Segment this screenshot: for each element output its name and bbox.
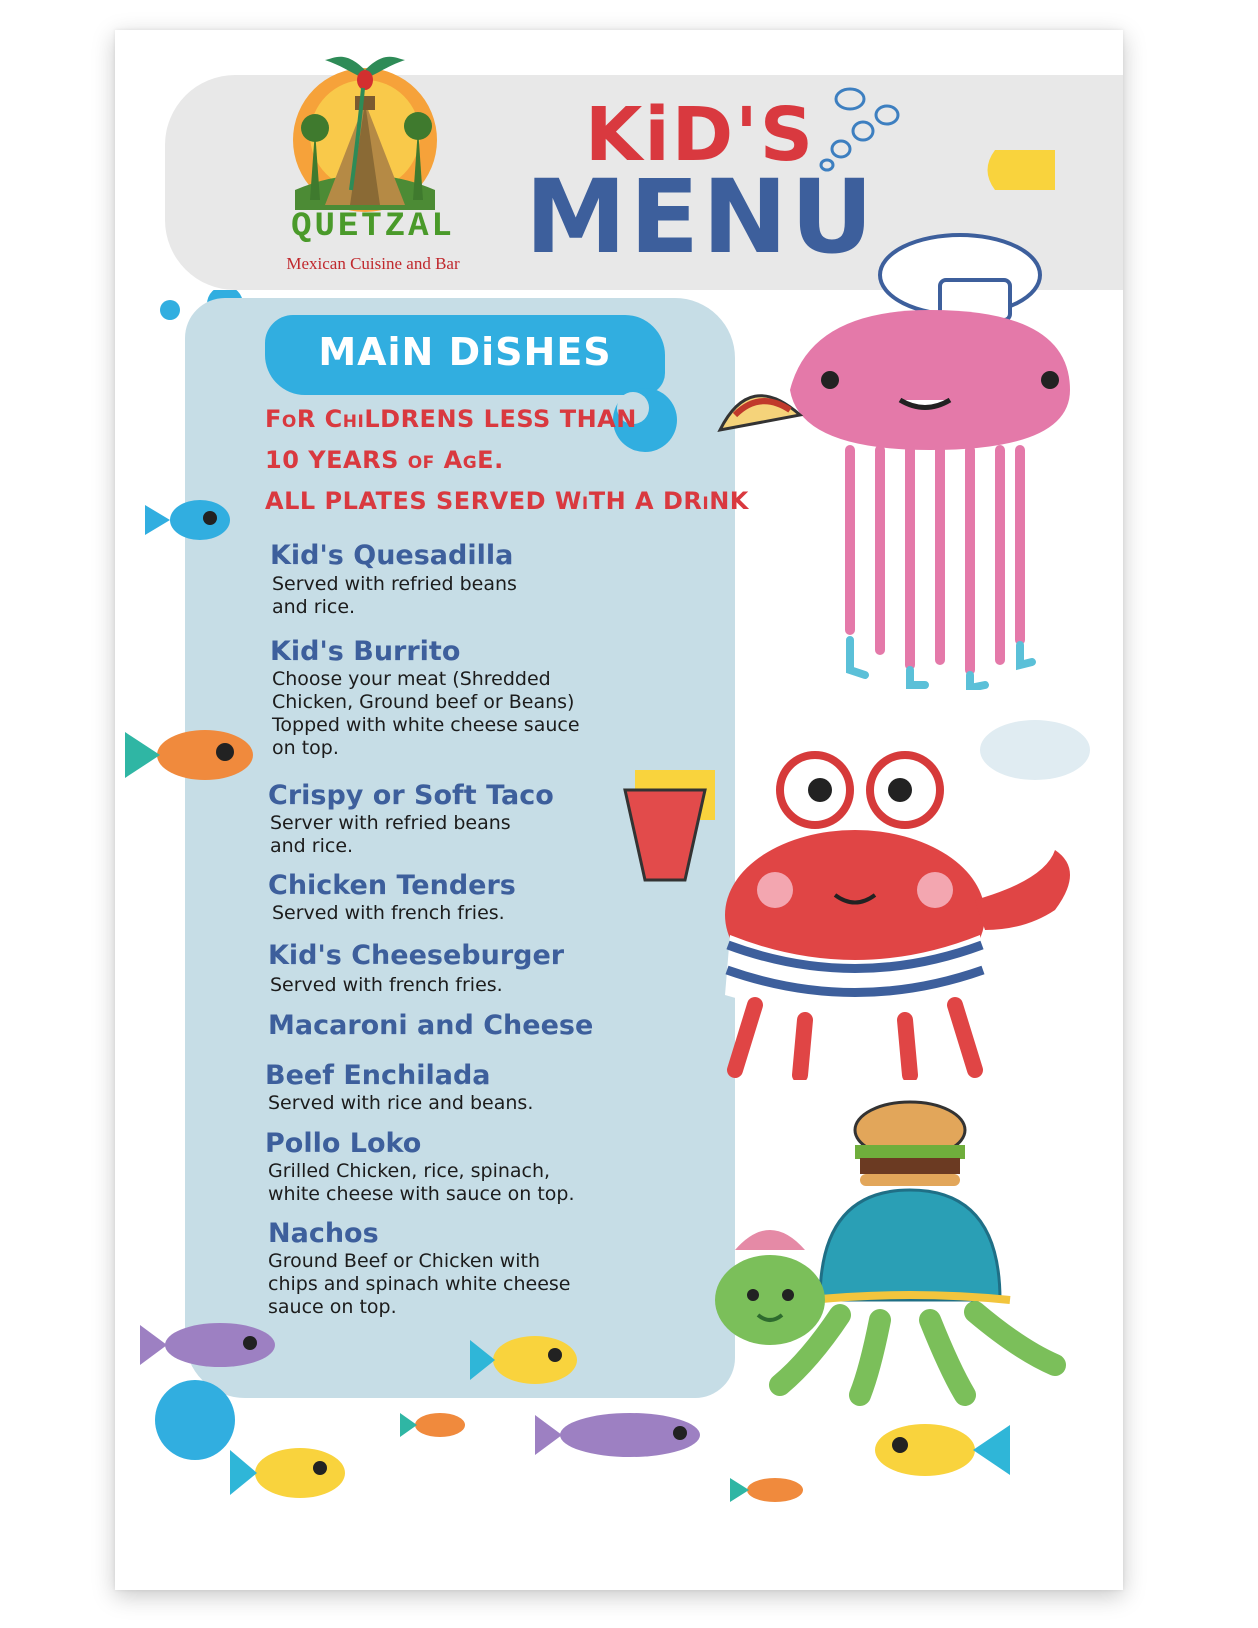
title-menu: MENU: [525, 158, 877, 277]
dish-name: Beef Enchilada: [265, 1060, 491, 1091]
brand-name: QUETZAL: [291, 208, 455, 246]
dish-description: Served with french fries.: [272, 902, 505, 924]
crab-with-fries-illustration: [615, 730, 1095, 1080]
bubble-blob: [145, 1370, 245, 1470]
dish-description: Served with rice and beans.: [268, 1092, 534, 1114]
section-title: MAiN DiSHES: [318, 330, 612, 374]
dish-description: Served with refried beans and rice.: [272, 573, 517, 618]
fish-blue-icon: [135, 490, 245, 550]
fish-yellow-icon: [855, 1410, 1015, 1490]
fish-small-icon: [395, 1405, 475, 1445]
note-line-2: 10 YEARS of AgE.: [265, 446, 504, 474]
chef-hat-icon: [880, 235, 1040, 320]
jellyfish-chef-illustration: [710, 220, 1090, 690]
dish-name: Macaroni and Cheese: [268, 1010, 594, 1041]
dish-name: Kid's Burrito: [270, 636, 461, 667]
bubbles-icon: [805, 85, 915, 195]
dish-name: Pollo Loko: [265, 1128, 422, 1159]
fish-small-icon: [725, 1470, 815, 1510]
dish-description: Server with refried beans and rice.: [270, 812, 511, 857]
fish-orange-icon: [120, 720, 270, 790]
dish-name: Kid's Cheeseburger: [268, 940, 565, 971]
dish-description: Ground Beef or Chicken with chips and spinach white cheese sauce on top.: [268, 1250, 571, 1318]
burger-icon: [855, 1102, 965, 1186]
fish-yellow-icon: [465, 1325, 585, 1395]
dish-name: Crispy or Soft Taco: [268, 780, 554, 811]
turtle-jellyfish-burger-illustration: [660, 1100, 1080, 1410]
yellow-shape-icon: [975, 140, 1065, 200]
dish-description: Served with french fries.: [270, 974, 503, 996]
quetzal-pyramid-logo: [255, 40, 475, 290]
menu-sheet: [115, 30, 1123, 1590]
note-line-1: FoR ChiLDRENS LESS THAN: [265, 405, 637, 433]
taco-icon: [720, 396, 800, 430]
dish-description: Choose your meat (Shredded Chicken, Ground beef or Beans) Topped with white cheese sauce on top.: [272, 668, 580, 759]
title-kids: KiD'S: [585, 92, 816, 178]
fish-purple-icon: [530, 1400, 720, 1470]
note-line-3: ALL PLATES SERVED WiTH A DRiNK: [265, 487, 749, 515]
dish-name: Kid's Quesadilla: [270, 540, 514, 571]
brand-tagline: Mexican Cuisine and Bar: [286, 254, 460, 273]
fries-icon: [625, 770, 715, 880]
dish-name: Chicken Tenders: [268, 870, 516, 901]
dish-description: Grilled Chicken, rice, spinach, white cheese with sauce on top.: [268, 1160, 575, 1205]
dish-name: Nachos: [268, 1218, 379, 1249]
